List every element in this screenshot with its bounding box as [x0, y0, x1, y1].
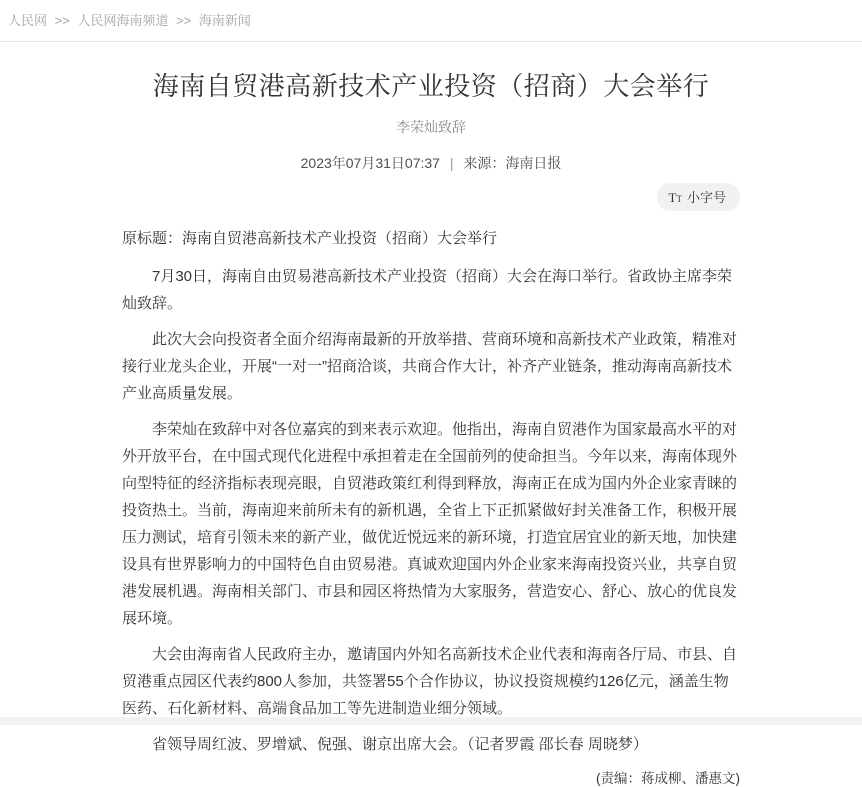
footer-strip [0, 717, 862, 725]
breadcrumb-link-peoples-daily[interactable]: 人民网 [8, 13, 48, 28]
editor-credit: (责编：蒋成柳、潘惠文) [596, 770, 740, 786]
paragraph-4: 大会由海南省人民政府主办，邀请国内外知名高新技术企业代表和海南各厅局、市县、自贸港重点园区代表约800人参加，共签署55个合作协议，协议投资规模约126亿元，涵盖生物医药、石化新材料、高端食品加工等先进制造业细分领域。 [122, 645, 738, 717]
article-subtitle: 李荣灿致辞 [396, 118, 466, 135]
breadcrumb-separator: >> [176, 13, 192, 28]
breadcrumb-separator: >> [54, 13, 70, 28]
breadcrumb-link-hainan-news[interactable]: 海南新闻 [198, 13, 251, 28]
article-meta [122, 153, 740, 173]
font-size-button-label: 小字号 [686, 189, 726, 205]
source-label: 来源： [463, 154, 506, 171]
paragraph-5: 省领导周红波、罗增斌、倪强、谢京出席大会。（记者罗霞 邵长春 周晓梦） [152, 735, 648, 753]
article-title: 海南自贸港高新技术产业投资（招商）大会举行 [152, 71, 710, 101]
font-size-icon: TT [668, 189, 682, 205]
paragraph-3: 李荣灿在致辞中对各位嘉宾的到来表示欢迎。他指出，海南自贸港作为国家最高水平的对外开放平台，在中国式现代化进程中承担着走在全国前列的使命担当。今年以来，海南体现外向型特征的经济指标表现亮眼，自贸港政策红利得到释放，海南正在成为国内外企业家青睐的投资热土。当前，海南迎来前所未有的新机遇，全省上下正抓紧做好封关准备工作，积极开展压力测试，培育引领未来的新产业，做优近悦远来的新环境，打造宜居宜业的新天地，加快建设具有世界影响力的中国特色自由贸易港。真诚欢迎国内外企业家来海南投资兴业，共享自贸港发展机遇。海南相关部门、市县和园区将热情为大家服务，营造安心、舒心、放心的优良发展环境。 [122, 420, 738, 627]
article-body [122, 225, 740, 758]
breadcrumb-link-hainan-channel[interactable]: 人民网海南频道 [77, 13, 169, 28]
breadcrumb [0, 0, 862, 42]
paragraph-2: 此次大会向投资者全面介绍海南最新的开放举措、营商环境和高新技术产业政策，精准对接行业龙头企业，开展“一对一”招商洽谈，共商合作大计，补齐产业链条，推动海南高新技术产业高质量发展。 [122, 330, 738, 402]
original-title: 原标题：海南自贸港高新技术产业投资（招商）大会举行 [122, 229, 498, 247]
article-container [122, 70, 740, 787]
meta-separator: | [449, 154, 454, 171]
publish-date: 2023年07月31日07:37 [300, 154, 440, 171]
article-toolbar [122, 183, 740, 211]
paragraph-1: 7月30日，海南自由贸易港高新技术产业投资（招商）大会在海口举行。省政协主席李荣灿致辞。 [122, 267, 733, 312]
source-link[interactable]: 海南日报 [505, 154, 562, 171]
font-size-button[interactable] [657, 183, 740, 211]
